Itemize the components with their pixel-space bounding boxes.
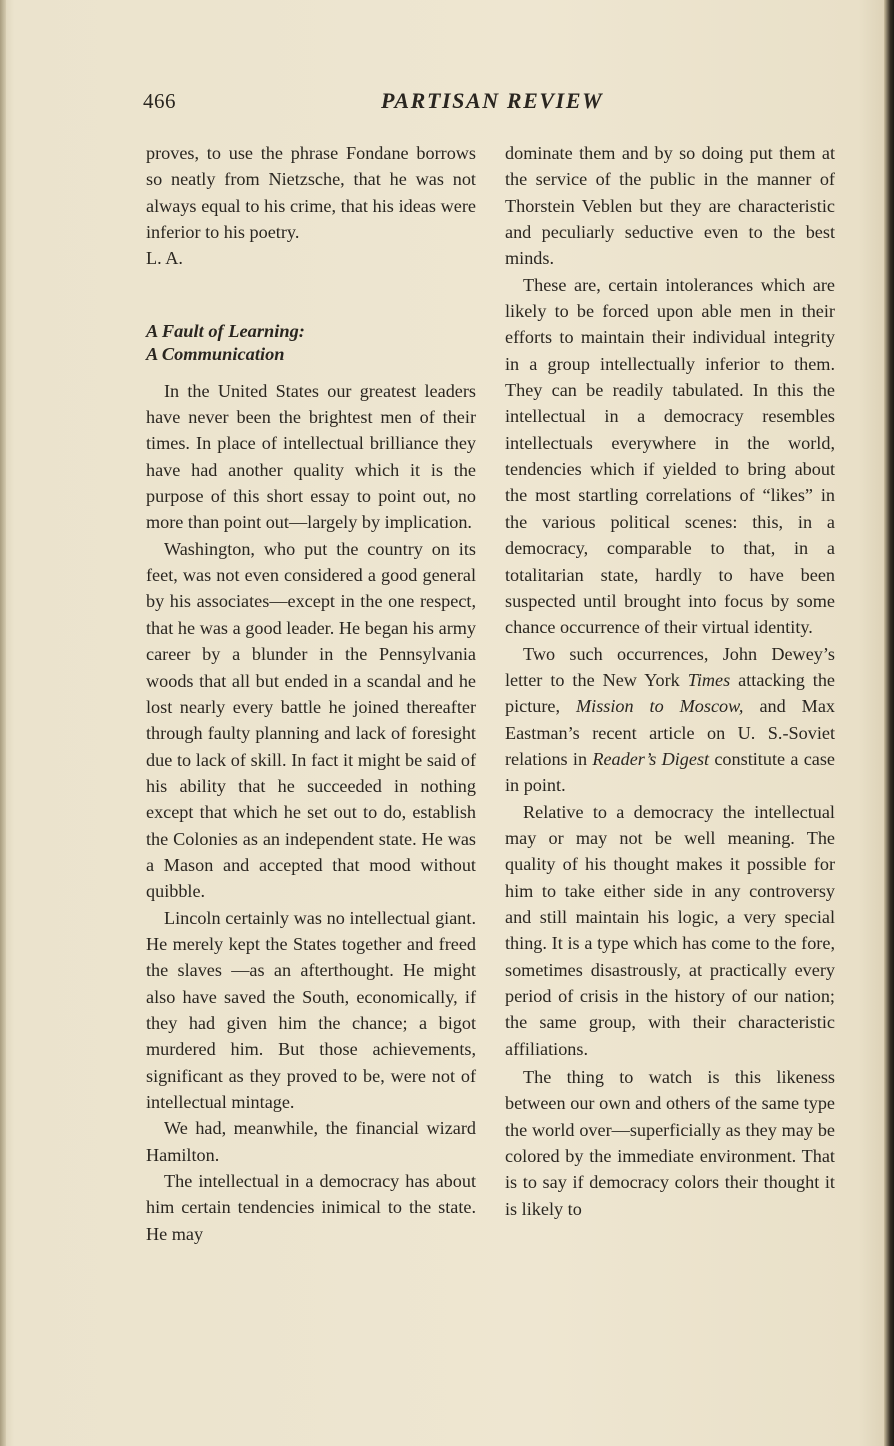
- page-header: [143, 86, 843, 122]
- page-left-edge: [0, 0, 6, 1446]
- right-column: [505, 140, 835, 1222]
- text-run: attacking the picture,: [505, 669, 835, 717]
- author-signature: L. A.: [146, 248, 183, 269]
- text-run: and Max Eastman’s recent article on U. S.-Soviet relations in: [505, 696, 835, 769]
- body-paragraph: Lincoln certainly was no intellectual giant. He merely kept the States together and freed the slaves —as an afterthought. He might also have saved the South, economically, if they had given him the chance; a bigot murdered him. But those achievements, significant as they proved to be, were not of intellectual mintage.: [146, 907, 476, 1112]
- body-paragraph: The intellectual in a democracy has about him certain tendencies inimical to the state. He may: [146, 1171, 476, 1244]
- text-run: constitute a case in point.: [505, 748, 835, 796]
- running-head: PARTISAN REVIEW: [381, 88, 604, 113]
- section-title-line-2: A Communication: [146, 343, 285, 364]
- section-title-line-1: A Fault of Learning:: [146, 320, 305, 341]
- left-column: [146, 140, 476, 1247]
- film-title: Mission to Moscow,: [576, 696, 744, 717]
- body-paragraph: Washington, who put the country on its feet, was not even considered a good general by his associates—except in the one respect, that he was a good leader. He began his army career by a blunder in the Pennsylvania woods that all but ended in a scandal and he lost nearly every battle he joined thereafter through faulty planning and lack of foresight due to lack of skill. In fact it might be said of his ability that he succeeded in nothing except that which he set out to do, establish the Colonies as an independent state. He was a Mason and accepted that mood without quibble.: [146, 538, 476, 902]
- continuation-paragraph: proves, to use the phrase Fondane borrows so neatly from Nietzsche, that he was not always equal to his crime, that his ideas were inferior to his poetry.: [146, 143, 476, 243]
- body-paragraph: In the United States our greatest leaders have never been the brightest men of their times. In place of intellectual brilliance they have had another quality which it is the purpose of this short essay to point out, no more than point out—largely by implication.: [146, 380, 476, 533]
- publication-title: Reader’s Digest: [592, 748, 710, 769]
- body-paragraph: These are, certain intolerances which are likely to be forced upon able men in their efforts to maintain their individual integrity in a group intellectually inferior to them. They can be readily tabulated. In this the intellectual in a democracy resembles intellectuals everywhere in the world, tendencies which if yielded to bring about the most startling correlations of “likes” in the various political scenes: this, in a democracy, comparable to that, in a totalitarian state, hardly to have been suspected until brought into focus by some chance occurrence of their virtual identity.: [505, 274, 835, 638]
- section-title: [146, 320, 476, 366]
- body-paragraph-citations: [505, 641, 835, 799]
- body-paragraph: dominate them and by so doing put them at the service of the public in the manner of Thorstein Veblen but they are characteristic and peculiarly seductive even to the best minds.: [505, 143, 835, 269]
- book-spine-shadow: [884, 0, 894, 1446]
- publication-title: Times: [687, 669, 731, 690]
- body-paragraph: Relative to a democracy the intellectual may or may not be well meaning. The quality of his thought makes it possible for him to take either side in any controversy and still maintain his logic, a very special thing. It is a type which has come to the fore, sometimes disastrously, at practically every period of crisis in the history of our nation; the same group, with their characteristic affiliations.: [505, 801, 835, 1059]
- page-number: 466: [143, 89, 176, 113]
- text-run: Two such occurrences, John Dewey’s letter to the New York: [505, 643, 835, 690]
- body-paragraph: We had, meanwhile, the financial wizard Hamilton.: [146, 1118, 476, 1165]
- body-paragraph: The thing to watch is this likeness between our own and others of the same type the world over—superficially as they may be colored by the immediate environment. That is to say if democracy colors their thought it is likely to: [505, 1067, 835, 1219]
